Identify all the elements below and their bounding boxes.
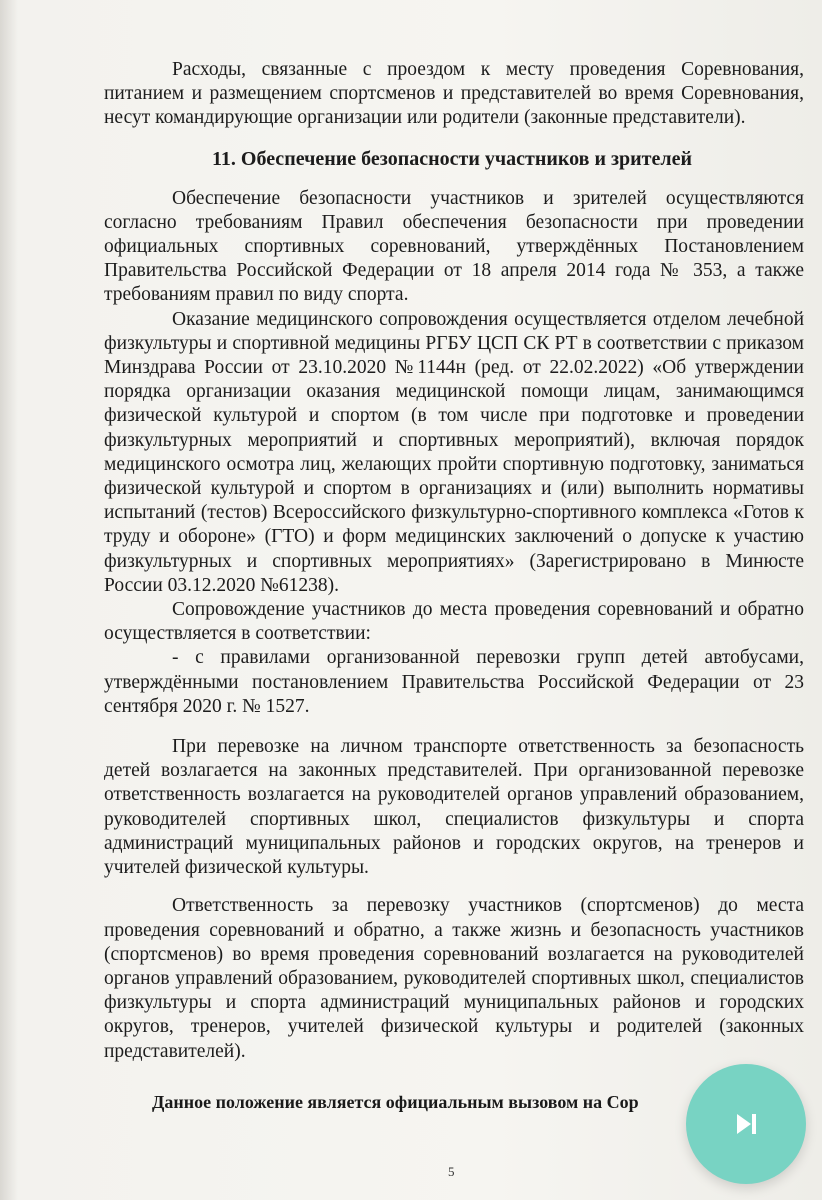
paragraph-gap xyxy=(104,719,804,735)
section-heading: 11. Обеспечение безопасности участников и зрителей xyxy=(212,147,692,170)
next-page-button[interactable] xyxy=(686,1064,806,1184)
paragraph-safety: Обеспечение безопасности участников и зрителей осуществляются согласно требованиям Правил обеспечения безопасности при проведении официальных спортивных соревнований, утверждённых Постановлением Правительства Российской Федерации от 18 апреля 2014 года № 353, а также требованиям правил по виду спорта. xyxy=(104,187,804,306)
paragraph-responsibility: Ответственность за перевозку участников (спортсменов) до места проведения соревнований и обратно, а также жизнь и безопасность участников (спортсменов) во время проведения соревнований возлагается на руководителей органов управлений образованием, руководителей спортивных школ, специалистов физкультуры и спорта администраций муниципальных районов и городских округов, тренеров, учителей физической культуры и родителей (законных представителей). xyxy=(104,895,804,1062)
page-number: 5 xyxy=(448,1164,455,1179)
paragraph-medical: Оказание медицинского сопровождения осуществляется отделом лечебной физкультуры и спортивной медицины РГБУ ЦСП СК РТ в соответствии с приказом Минздрава России от 23.10.2020 №1144н (ред. от 22.02.2022) «Об утверждении порядка организации оказания медицинской помощи лицам, занимающимся физической культурой и спортом (в том числе при подготовке и проведении физкультурных мероприятий и спортивных мероприятий), включая порядок медицинского осмотра лиц, желающих пройти спортивную подготовку, заниматься физической культурой и спортом в организациях и (или) выполнить нормативы испытаний (тестов) Всероссийского физкультурно-спортивного комплекса «Готов к труду и обороне» (ГТО) и форм медицинских заключений о допуске к участию физкультурных и спортивных мероприятиях» (Зарегистрировано в Минюсте России 03.12.2020 №61238). xyxy=(104,308,804,596)
skip-next-icon xyxy=(733,1111,759,1137)
official-call-note: Данное положение является официальным вызовом на Сор xyxy=(152,1092,639,1112)
paragraph-gap xyxy=(104,880,804,894)
paragraph-expenses: Расходы, связанные с проездом к месту проведения Соревнования, питанием и размещением спортсменов и представителей во время Соревнования, несут командирующие организации или родители (законные представители). xyxy=(104,59,804,129)
paragraph-escort: Сопровождение участников до места проведения соревнований и обратно осуществляется в соответствии: xyxy=(104,599,804,645)
paragraph-bus-rules: - с правилами организованной перевозки групп детей автобусами, утверждёнными постановлением Правительства Российской Федерации от 23 сентября 2020 г. № 1527. xyxy=(104,647,804,717)
paragraph-personal-transport: При перевозке на личном транспорте ответственность за безопасность детей возлагается на законных представителей. При организованной перевозке ответственность возлагается на руководителей органов управлений образованием, руководителей спортивных школ, специалистов физкультуры и спорта администраций муниципальных районов и городских округов, на тренеров и учителей физической культуры. xyxy=(104,736,804,879)
